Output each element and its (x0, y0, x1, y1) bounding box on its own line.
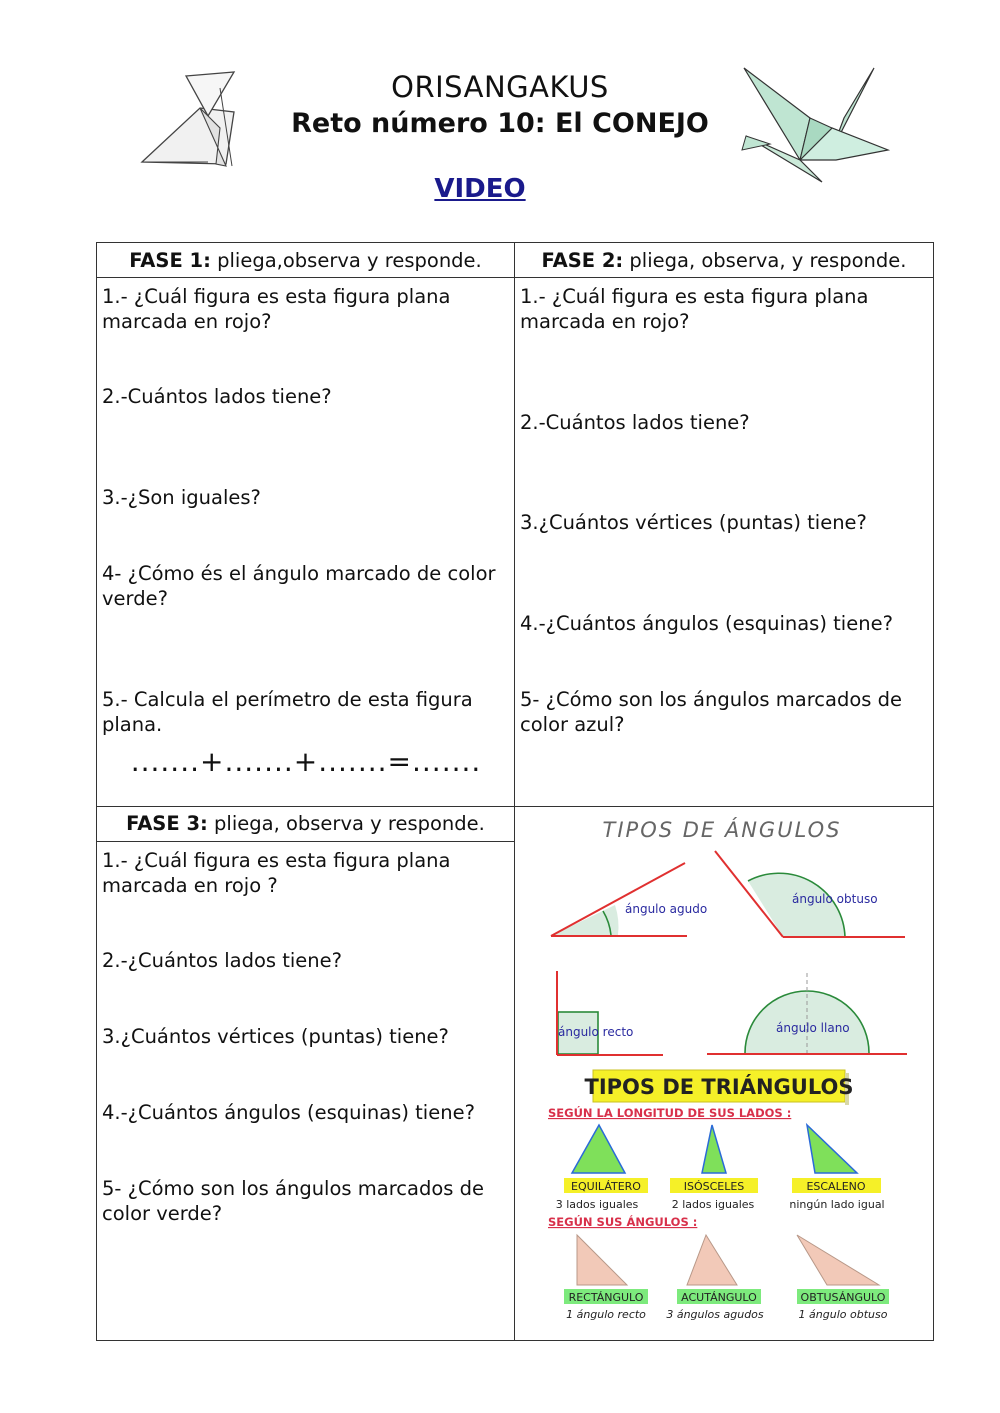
phase2-question-3: 3.¿Cuántos vértices (puntas) tiene? (520, 511, 867, 534)
phase3-question-5: 5- ¿Cómo son los ángulos marcados de color verde? (102, 1177, 485, 1225)
isosceles-desc: 2 lados iguales (671, 1198, 755, 1211)
phase3-instruction: pliega, observa y responde. (207, 812, 485, 835)
phase1-question-5: 5.- Calcula el perímetro de esta figura plana. (102, 688, 473, 736)
straight-angle-label: ángulo llano (776, 1021, 850, 1035)
phase3-question-2: 2.-¿Cuántos lados tiene? (102, 949, 343, 972)
phase2-questions (515, 278, 934, 807)
phase3-cell (97, 807, 515, 1341)
phase2-label: FASE 2: (541, 248, 624, 272)
scalene-label: ESCALENO (806, 1180, 866, 1193)
phase1-header (97, 243, 515, 278)
phase2-question-1: 1.- ¿Cuál figura es esta figura plana marcada en rojo? (520, 285, 869, 333)
phase2-question-2: 2.-Cuántos lados tiene? (520, 411, 750, 434)
video-link[interactable]: VIDEO (434, 174, 526, 204)
phase2-header (515, 243, 934, 278)
right-angle-label: ángulo recto (558, 1025, 634, 1039)
acutangle-desc: 3 ángulos agudos (666, 1308, 764, 1321)
by-sides-heading: SEGÚN LA LONGITUD DE SUS LADOS : (548, 1106, 792, 1120)
phase3-question-1: 1.- ¿Cuál figura es esta figura plana marcada en rojo ? (102, 849, 451, 897)
reference-diagram (515, 807, 933, 1339)
phase3-label: FASE 3: (126, 812, 208, 835)
phase1-question-2: 2.-Cuántos lados tiene? (102, 385, 332, 408)
acute-triangle (687, 1235, 737, 1285)
worksheet-table (96, 242, 934, 1341)
by-angles-heading: SEGÚN SUS ÁNGULOS : (548, 1215, 698, 1229)
phase3-questions (97, 842, 514, 1226)
acutangle-label: ACUTÁNGULO (681, 1291, 757, 1304)
equilateral-label: EQUILÁTERO (571, 1180, 641, 1193)
phase3-question-4: 4.-¿Cuántos ángulos (esquinas) tiene? (102, 1101, 475, 1124)
equilateral-triangle (572, 1125, 625, 1173)
scalene-triangle (807, 1125, 857, 1173)
obtuse-triangle (797, 1235, 879, 1285)
scalene-desc: ningún lado igual (789, 1198, 885, 1211)
triangles-title: TIPOS DE TRIÁNGULOS (584, 1075, 854, 1099)
phase2-instruction: pliega, observa, y responde. (623, 248, 907, 272)
phase1-questions (97, 278, 515, 807)
reference-panel (515, 807, 934, 1341)
worksheet-title: ORISANGAKUS (391, 70, 609, 104)
phase1-label: FASE 1: (129, 248, 211, 272)
obtuse-angle-label: ángulo obtuso (792, 892, 878, 906)
perimeter-formula: .......+.......+.......=....... (130, 745, 482, 778)
phase2-question-4: 4.-¿Cuántos ángulos (esquinas) tiene? (520, 612, 893, 635)
phase1-question-4: 4- ¿Cómo és el ángulo marcado de color verde? (102, 562, 496, 610)
isosceles-label: ISÓSCELES (683, 1180, 745, 1193)
rectangle-label: RECTÁNGULO (568, 1291, 644, 1304)
phase1-instruction: pliega,observa y responde. (210, 248, 482, 272)
angles-title: TIPOS DE ÁNGULOS (602, 818, 842, 842)
right-triangle (577, 1235, 627, 1285)
obtusangle-label: OBTUSÁNGULO (800, 1291, 886, 1304)
phase1-question-3: 3.-¿Son iguales? (102, 486, 261, 509)
rectangle-desc: 1 ángulo recto (566, 1308, 646, 1321)
equilateral-desc: 3 lados iguales (555, 1198, 639, 1211)
phase3-question-3: 3.¿Cuántos vértices (puntas) tiene? (102, 1025, 449, 1048)
phase2-question-5: 5- ¿Cómo son los ángulos marcados de color azul? (520, 688, 903, 736)
acute-angle-label: ángulo agudo (625, 902, 708, 916)
phase1-question-1: 1.- ¿Cuál figura es esta figura plana marcada en rojo? (102, 285, 451, 333)
phase3-header (97, 807, 514, 842)
worksheet-subtitle: Reto número 10: El CONEJO (291, 108, 709, 139)
isosceles-triangle (702, 1125, 726, 1173)
obtusangle-desc: 1 ángulo obtuso (798, 1308, 888, 1321)
